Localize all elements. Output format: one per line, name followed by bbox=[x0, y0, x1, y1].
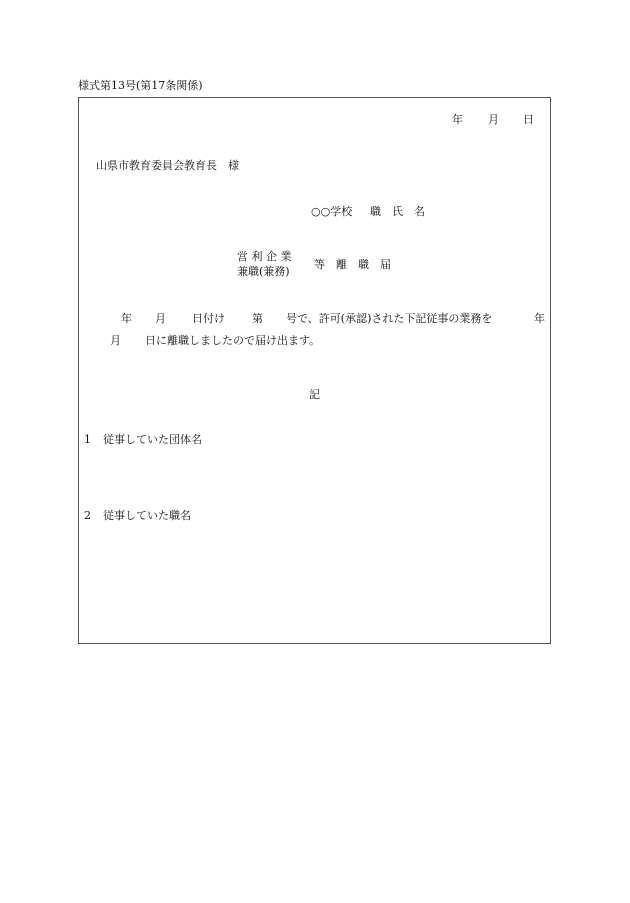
body-word: 月 bbox=[110, 334, 121, 347]
date-month-label: 月 bbox=[488, 113, 499, 126]
sender-school: ○○学校 bbox=[311, 205, 353, 218]
item-number: 1 bbox=[84, 433, 91, 446]
title-line-top: 営 利 企 業 bbox=[237, 250, 292, 263]
form-number: 様式第13号(第17条関係) bbox=[78, 79, 203, 92]
item-label: 従事していた団体名 bbox=[103, 433, 202, 446]
body-word: 日に離職しましたので届け出ます。 bbox=[145, 334, 321, 347]
body-word: 第 bbox=[252, 312, 263, 325]
body-word: 年 bbox=[534, 312, 545, 325]
item-number: 2 bbox=[84, 509, 91, 522]
body-word: 日付け bbox=[192, 312, 225, 325]
title-suffix: 等 離 職 届 bbox=[314, 258, 391, 271]
ki-heading: 記 bbox=[309, 388, 320, 401]
body-word: 号で、許可(承認)された下記従事の業務を bbox=[286, 312, 493, 325]
body-word: 月 bbox=[155, 312, 166, 325]
sender-name-label: 職 氏 名 bbox=[370, 205, 425, 218]
title-line-bottom: 兼職(兼務) bbox=[237, 265, 290, 278]
date-year-label: 年 bbox=[452, 113, 463, 126]
body-word: 年 bbox=[121, 312, 132, 325]
date-day-label: 日 bbox=[523, 113, 534, 126]
form-frame bbox=[78, 97, 551, 644]
item-label: 従事していた職名 bbox=[103, 509, 191, 522]
addressee: 山県市教育委員会教育長 様 bbox=[96, 159, 239, 172]
